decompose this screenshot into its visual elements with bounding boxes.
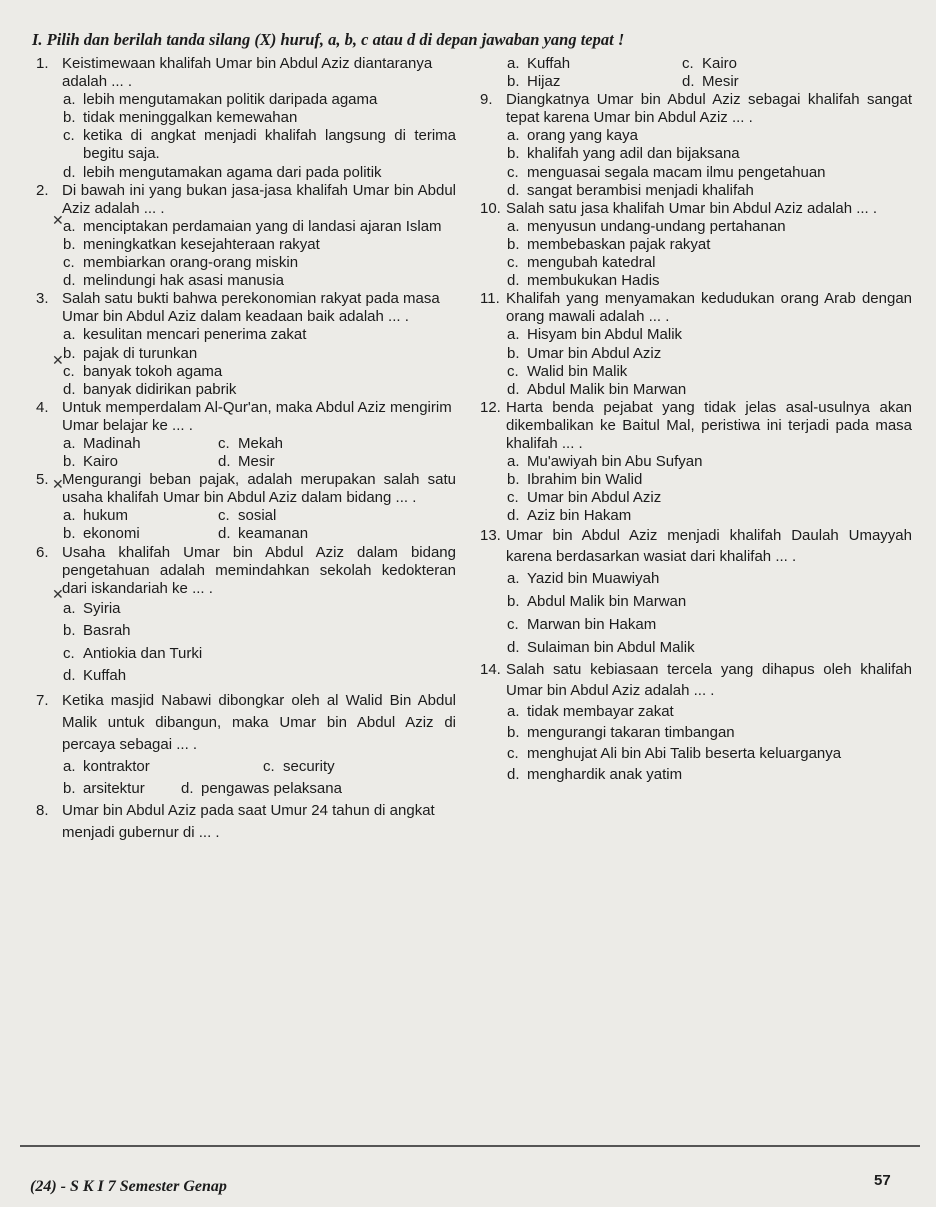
- option-c[interactable]: [507, 363, 912, 381]
- option-a[interactable]: [63, 91, 456, 109]
- option-d[interactable]: [507, 272, 912, 290]
- question-stem: Khalifah yang menyamakan kedudukan orang Arab dengan orang mawali adalah ... .: [506, 290, 912, 326]
- option-c[interactable]: [507, 743, 912, 764]
- option-d[interactable]: [507, 381, 912, 399]
- option-letter: c.: [682, 55, 694, 72]
- option-text: menghardik anak yatim: [527, 766, 683, 784]
- option-text: membebaskan pajak rakyat: [527, 235, 711, 253]
- option-letter: a.: [63, 91, 76, 109]
- option-c[interactable]: [507, 164, 912, 182]
- option-letter: a.: [507, 453, 520, 471]
- option-text: menyusun undang-undang pertahanan: [527, 217, 786, 235]
- option-text: Mesir: [702, 73, 739, 91]
- option-b[interactable]: [507, 471, 912, 489]
- option-d[interactable]: [507, 636, 912, 659]
- option-text: Mesir: [238, 453, 275, 471]
- option-letter: b.: [507, 593, 520, 611]
- option-text: khalifah yang adil dan bijaksana: [527, 145, 740, 163]
- option-letter: d.: [63, 163, 76, 181]
- option-b[interactable]: [63, 453, 218, 471]
- option-text: membukukan Hadis: [527, 272, 660, 290]
- option-b[interactable]: [63, 620, 456, 643]
- question-12: [480, 399, 912, 526]
- option-text: Abdul Malik bin Marwan: [527, 593, 687, 611]
- cross-mark-icon: ✕: [52, 476, 64, 492]
- option-text: Umar bin Abdul Aziz: [527, 344, 662, 362]
- question-stem: Keistimewaan khalifah Umar bin Abdul Aziz diantaranya adalah ... .: [62, 55, 433, 91]
- question-4: [36, 399, 456, 471]
- option-letter: d.: [507, 380, 520, 398]
- option-text: menciptakan perdamaian yang di landasi ajaran Islam: [83, 217, 442, 235]
- option-d[interactable]: [63, 272, 456, 290]
- option-letter: b.: [507, 724, 520, 742]
- option-c[interactable]: [507, 489, 912, 507]
- option-letter: c.: [507, 745, 519, 763]
- option-a[interactable]: [63, 756, 263, 778]
- option-letter: d.: [181, 779, 194, 797]
- option-text: pengawas pelaksana: [201, 779, 342, 797]
- option-letter: d.: [218, 525, 231, 543]
- question-number: 10.: [480, 199, 501, 217]
- option-text: Hisyam bin Abdul Malik: [527, 326, 683, 344]
- option-letter: d.: [507, 181, 520, 199]
- option-text: lebih mengutamakan agama dari pada politik: [83, 163, 382, 181]
- option-d[interactable]: [218, 525, 308, 543]
- option-letter: d.: [507, 507, 520, 525]
- option-letter: a.: [63, 217, 76, 235]
- option-letter: d.: [218, 453, 231, 471]
- option-b[interactable]: [63, 236, 456, 254]
- option-letter: b.: [507, 145, 520, 163]
- cross-mark-icon: ✕: [52, 212, 64, 228]
- option-letter: a.: [507, 217, 520, 235]
- question-10: [480, 200, 912, 290]
- option-text: kesulitan mencari penerima zakat: [83, 326, 307, 344]
- option-text: Marwan bin Hakam: [527, 616, 657, 634]
- option-c[interactable]: [507, 613, 912, 636]
- option-a[interactable]: [63, 435, 218, 453]
- option-a[interactable]: [507, 127, 912, 145]
- question-stem: Umar bin Abdul Aziz pada saat Umur 24 tahun di angkat menjadi gubernur di ... .: [62, 801, 435, 841]
- option-d[interactable]: [507, 182, 912, 200]
- question-14: [480, 659, 912, 785]
- left-column: [36, 55, 456, 844]
- option-text: meningkatkan kesejahteraan rakyat: [83, 235, 320, 253]
- option-text: tidak meninggalkan kemewahan: [83, 109, 298, 127]
- question-11: [480, 290, 912, 399]
- option-letter: c.: [263, 757, 275, 775]
- option-b[interactable]: [507, 590, 912, 613]
- option-letter: c.: [218, 507, 230, 525]
- option-d[interactable]: [507, 507, 912, 525]
- option-letter: b.: [63, 109, 76, 127]
- question-13: [480, 525, 912, 659]
- option-text: pajak di turunkan: [83, 344, 198, 362]
- question-8-options: [507, 55, 912, 91]
- option-letter: c.: [507, 254, 519, 272]
- question-number: 2.: [36, 181, 49, 199]
- option-text: Yazid bin Muawiyah: [527, 570, 660, 588]
- option-text: keamanan: [238, 525, 309, 543]
- option-letter: a.: [507, 326, 520, 344]
- option-text: arsitektur: [83, 779, 145, 797]
- option-letter: c.: [63, 644, 75, 662]
- option-text: security: [283, 757, 335, 775]
- option-letter: b.: [63, 779, 76, 797]
- option-b[interactable]: [63, 778, 181, 800]
- option-a[interactable]: [507, 218, 912, 236]
- option-b[interactable]: [507, 345, 912, 363]
- question-stem: Salah satu bukti bahwa perekonomian rakyat pada masa Umar bin Abdul Aziz dalam keadaan baik adalah ... .: [62, 290, 440, 326]
- option-text: Ibrahim bin Walid: [527, 471, 643, 489]
- option-letter: a.: [63, 757, 76, 775]
- option-b[interactable]: [507, 145, 912, 163]
- question-8: [36, 800, 456, 844]
- option-c[interactable]: [63, 643, 456, 666]
- question-stem: Untuk memperdalam Al-Qur'an, maka Abdul Aziz mengirim Umar belajar ke ... .: [62, 398, 452, 434]
- option-letter: c.: [63, 127, 75, 145]
- option-text: Kairo: [702, 55, 738, 72]
- option-c[interactable]: [63, 127, 456, 163]
- question-stem: Salah satu jasa khalifah Umar bin Abdul Aziz adalah ... .: [506, 199, 878, 217]
- option-b[interactable]: [63, 525, 218, 543]
- option-a[interactable]: [63, 326, 456, 344]
- option-letter: a.: [507, 703, 520, 721]
- option-letter: b.: [63, 453, 76, 471]
- option-text: melindungi hak asasi manusia: [83, 272, 284, 290]
- option-letter: c.: [507, 616, 519, 634]
- option-text: Kairo: [83, 453, 119, 471]
- question-number: 8.: [36, 801, 49, 819]
- option-text: Aziz bin Hakam: [527, 507, 632, 525]
- option-letter: b.: [63, 344, 76, 362]
- option-a[interactable]: [63, 218, 456, 236]
- option-text: ekonomi: [83, 525, 140, 543]
- option-letter: a.: [507, 570, 520, 588]
- option-text: banyak tokoh agama: [83, 362, 223, 380]
- option-letter: c.: [507, 362, 519, 380]
- option-letter: b.: [63, 235, 76, 253]
- option-text: mengurangi takaran timbangan: [527, 724, 735, 742]
- option-a[interactable]: [507, 55, 682, 73]
- option-c[interactable]: [63, 363, 456, 381]
- option-text: Madinah: [83, 434, 141, 452]
- option-text: sosial: [238, 507, 277, 525]
- option-a[interactable]: [507, 453, 912, 471]
- option-text: Kuffah: [83, 667, 127, 685]
- question-stem: Diangkatnya Umar bin Abdul Aziz sebagai khalifah sangat tepat karena Umar bin Abdul Aziz ... .: [506, 91, 912, 127]
- question-number: 6.: [36, 543, 49, 561]
- option-text: menguasai segala macam ilmu pengetahuan: [527, 163, 826, 181]
- option-letter: d.: [507, 272, 520, 290]
- option-letter: b.: [63, 622, 76, 640]
- option-letter: b.: [507, 344, 520, 362]
- question-number: 12.: [480, 398, 501, 416]
- question-number: 3.: [36, 290, 49, 308]
- question-1: [36, 55, 456, 182]
- option-letter: c.: [63, 362, 75, 380]
- question-stem: Mengurangi beban pajak, adalah merupakan salah satu usaha khalifah Umar bin Abdul Aziz dalam bidang ... .: [62, 471, 456, 507]
- option-text: mengubah katedral: [527, 254, 656, 272]
- option-text: Antiokia dan Turki: [83, 644, 203, 662]
- option-b[interactable]: [507, 236, 912, 254]
- option-letter: c.: [63, 254, 75, 272]
- option-letter: a.: [63, 434, 76, 452]
- option-text: ketika di angkat menjadi khalifah langsung di terima begitu saja.: [83, 127, 456, 163]
- option-text: kontraktor: [83, 757, 150, 775]
- option-letter: b.: [63, 525, 76, 543]
- right-column: [480, 55, 912, 785]
- question-number: 5.: [36, 471, 49, 489]
- footer-label: (24) - S K I 7 Semester Genap: [30, 1178, 227, 1195]
- option-letter: b.: [507, 235, 520, 253]
- page-number: 57: [874, 1172, 891, 1189]
- option-a[interactable]: [507, 701, 912, 722]
- option-c[interactable]: [218, 507, 276, 525]
- option-letter: d.: [507, 766, 520, 784]
- option-b[interactable]: [63, 109, 456, 127]
- option-letter: d.: [63, 272, 76, 290]
- option-letter: b.: [507, 73, 520, 91]
- question-number: 9.: [480, 91, 493, 109]
- question-stem: Usaha khalifah Umar bin Abdul Aziz dalam bidang pengetahuan adalah memindahkan sekolah kedokteran dari iskandariah ke ... .: [62, 543, 456, 597]
- option-text: Umar bin Abdul Aziz: [527, 489, 662, 507]
- option-text: Sulaiman bin Abdul Malik: [527, 639, 695, 657]
- option-c[interactable]: [507, 254, 912, 272]
- question-number: 11.: [480, 290, 500, 308]
- option-letter: d.: [682, 73, 695, 91]
- option-b[interactable]: [507, 722, 912, 743]
- option-text: Walid bin Malik: [527, 362, 628, 380]
- question-stem: Salah satu kebiasaan tercela yang dihapus oleh khalifah Umar bin Abdul Aziz adalah ... .: [506, 661, 912, 700]
- option-letter: c.: [507, 489, 519, 507]
- option-text: membiarkan orang-orang miskin: [83, 254, 299, 272]
- question-2: [36, 182, 456, 291]
- cross-mark-icon: ✕: [52, 352, 64, 368]
- option-c[interactable]: [682, 55, 737, 73]
- option-text: sangat berambisi menjadi khalifah: [527, 181, 754, 199]
- option-b[interactable]: [507, 73, 682, 91]
- option-letter: d.: [63, 380, 76, 398]
- question-5: [36, 471, 456, 543]
- option-letter: d.: [507, 639, 520, 657]
- question-stem: Ketika masjid Nabawi dibongkar oleh al Walid Bin Abdul Malik untuk dibangun, maka Umar bin Abdul Aziz di percaya sebagai ... .: [62, 691, 456, 753]
- option-text: lebih mengutamakan politik daripada agama: [83, 91, 378, 109]
- option-c[interactable]: [63, 254, 456, 272]
- option-a[interactable]: [507, 326, 912, 344]
- option-d[interactable]: [63, 164, 456, 182]
- option-text: Hijaz: [527, 73, 561, 91]
- question-number: 1.: [36, 55, 49, 72]
- footer-divider: [20, 1145, 920, 1147]
- option-letter: c.: [218, 434, 230, 452]
- option-d[interactable]: [682, 73, 739, 91]
- option-b[interactable]: [63, 345, 456, 363]
- option-letter: a.: [507, 55, 520, 72]
- option-text: Basrah: [83, 622, 131, 640]
- option-text: Mu'awiyah bin Abu Sufyan: [527, 453, 703, 471]
- option-text: Mekah: [238, 434, 284, 452]
- option-text: tidak membayar zakat: [527, 703, 674, 721]
- question-stem: Harta benda pejabat yang tidak jelas asal-usulnya akan dikembalikan ke Baitul Mal, peristiwa ini terjadi pada masa khalifah ... .: [506, 398, 912, 452]
- option-text: banyak didirikan pabrik: [83, 380, 237, 398]
- option-d[interactable]: [63, 665, 456, 688]
- option-letter: a.: [63, 599, 76, 617]
- question-3: [36, 290, 456, 399]
- option-d[interactable]: [63, 381, 456, 399]
- option-text: menghujat Ali bin Abi Talib beserta keluarganya: [527, 745, 842, 763]
- option-letter: a.: [507, 127, 520, 145]
- option-a[interactable]: [63, 598, 456, 621]
- option-a[interactable]: [507, 567, 912, 590]
- question-number: 4.: [36, 398, 49, 416]
- question-9: [480, 91, 912, 200]
- cross-mark-icon: ✕: [52, 586, 64, 602]
- option-text: Abdul Malik bin Marwan: [527, 380, 687, 398]
- question-stem: Di bawah ini yang bukan jasa-jasa khalifah Umar bin Abdul Aziz adalah ... .: [62, 181, 456, 217]
- question-number: 13.: [480, 527, 501, 545]
- question-number: 7.: [36, 691, 49, 709]
- option-c[interactable]: [263, 756, 335, 778]
- option-letter: b.: [507, 471, 520, 489]
- option-letter: d.: [63, 667, 76, 685]
- option-d[interactable]: [507, 764, 912, 785]
- option-letter: a.: [63, 507, 76, 525]
- option-a[interactable]: [63, 507, 218, 525]
- option-text: hukum: [83, 507, 129, 525]
- section-instruction: I. Pilih dan berilah tanda silang (X) huruf, a, b, c atau d di depan jawaban yang tepat !: [32, 30, 625, 49]
- question-number: 14.: [480, 661, 501, 679]
- option-d[interactable]: [218, 453, 275, 471]
- option-d[interactable]: [181, 778, 342, 800]
- question-6: [36, 544, 456, 688]
- question-stem: Umar bin Abdul Aziz menjadi khalifah Daulah Umayyah karena berdasarkan wasiat dari khalifah ... .: [506, 527, 912, 566]
- option-text: Syiria: [83, 599, 121, 617]
- option-text: orang yang kaya: [527, 127, 638, 145]
- question-7: [36, 690, 456, 800]
- option-c[interactable]: [218, 435, 283, 453]
- option-letter: c.: [507, 163, 519, 181]
- option-letter: a.: [63, 326, 76, 344]
- option-text: Kuffah: [527, 55, 571, 72]
